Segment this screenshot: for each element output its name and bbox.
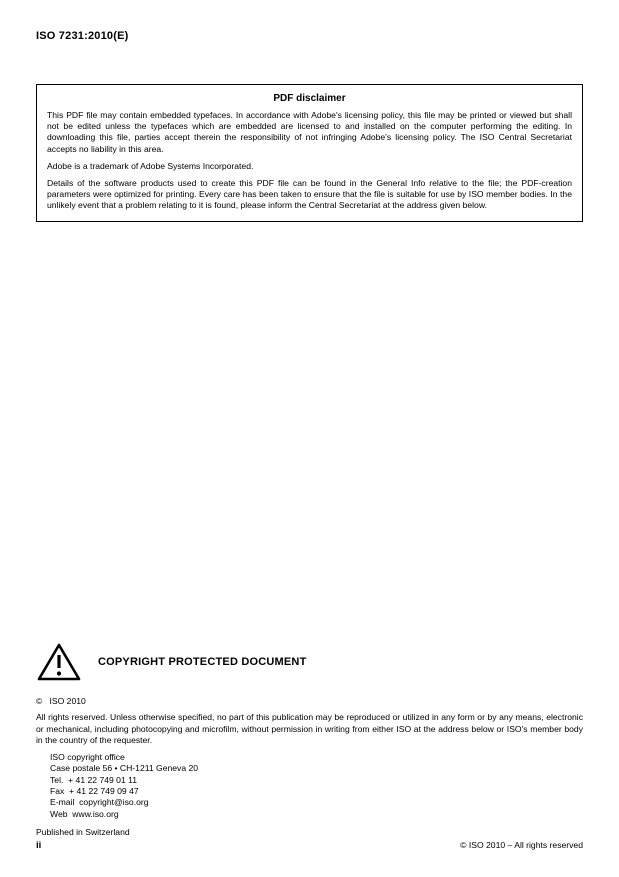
copyright-header-row <box>36 642 583 682</box>
document-number: ISO 7231:2010(E) <box>36 30 129 42</box>
address-line-tel: Tel. + 41 22 749 01 11 <box>50 774 138 785</box>
rights-reserved-text: All rights reserved. Unless otherwise specified, no part of this publication may be reproduced or utilized in any form or by any means, electronic or mechanical, including photocopying and microfilm, without permission in writing from either ISO at the address below or ISO's member body in the country of the requester. <box>36 712 583 745</box>
copyright-section <box>36 642 583 837</box>
address-line-office: ISO copyright office <box>50 751 125 762</box>
published-in-switzerland: Published in Switzerland <box>36 826 130 837</box>
address-line-postal: Case postale 56 • CH-1211 Geneva 20 <box>50 763 199 774</box>
disclaimer-paragraph-3: Details of the software products used to create this PDF file can be found in the General Info relative to the file; the PDF-creation parameters were optimized for printing. Every care has been taken to ensure that the file is suitable for use by ISO member bodies. In the unlikely event that a problem relating to it is found, please inform the Central Secretariat at the address given below. <box>47 177 572 211</box>
address-line-fax: Fax + 41 22 749 09 47 <box>50 785 139 796</box>
footer-copyright-line: © ISO 2010 – All rights reserved <box>460 840 583 850</box>
iso-address-block <box>50 752 583 820</box>
disclaimer-paragraph-1: This PDF file may contain embedded typefaces. In accordance with Adobe's licensing policy, this file may be printed or viewed but shall not be edited unless the typefaces which are embedded are licensed to and installed on the computer performing the editing. In downloading this file, parties accept therein the responsibility of not infringing Adobe's licensing policy. The ISO Central Secretariat accepts no liability in this area. <box>47 110 572 154</box>
copyright-notice: © ISO 2010 <box>36 696 86 707</box>
page-footer <box>36 840 583 851</box>
address-line-email: E-mail copyright@iso.org <box>50 797 149 808</box>
footer-page-number: ii <box>36 840 42 851</box>
disclaimer-paragraph-2: Adobe is a trademark of Adobe Systems Incorporated. <box>47 160 254 171</box>
pdf-disclaimer-box <box>36 84 583 222</box>
address-line-web: Web www.iso.org <box>50 808 119 819</box>
warning-triangle-icon <box>36 642 82 682</box>
pdf-disclaimer-title: PDF disclaimer <box>273 93 346 104</box>
copyright-protected-heading: COPYRIGHT PROTECTED DOCUMENT <box>98 656 307 669</box>
